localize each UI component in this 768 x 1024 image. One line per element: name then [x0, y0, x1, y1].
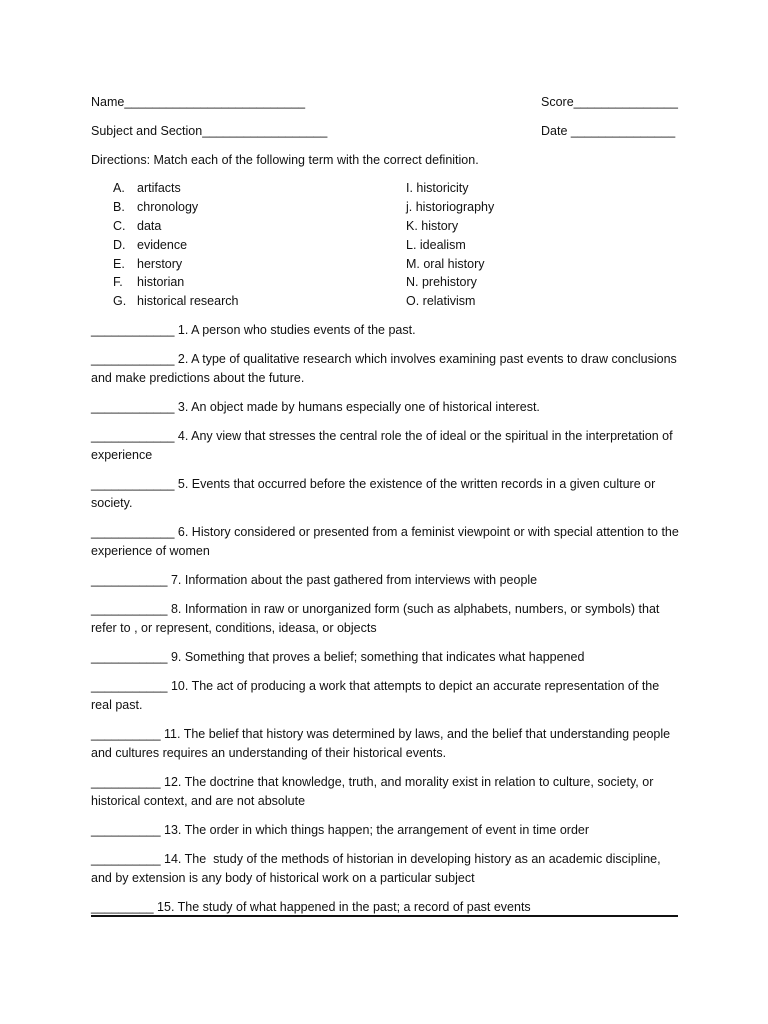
- term-m: M. oral history: [406, 257, 485, 271]
- directions-text: Directions: Match each of the following term with the correct definition.: [91, 153, 479, 167]
- term-n: N. prehistory: [406, 275, 477, 289]
- term-letter: B.: [113, 200, 125, 214]
- term-l: L. idealism: [406, 238, 466, 252]
- item-4: ____________ 4. Any view that stresses the central role the of ideal or the spiritual in the interpretation of experience: [91, 429, 677, 462]
- term-i: I. historicity: [406, 181, 469, 195]
- name-field: Name__________________________: [91, 95, 306, 109]
- date-field: Date _______________: [541, 124, 676, 138]
- term-o: O. relativism: [406, 294, 476, 308]
- item-10: ___________ 10. The act of producing a work that attempts to depict an accurate representation of the real past.: [91, 679, 663, 712]
- term-letter: G.: [113, 294, 127, 308]
- term-d: [113, 236, 187, 255]
- term-j: j. historiography: [406, 200, 495, 214]
- term-g: [113, 292, 238, 311]
- item-14: __________ 14. The study of the methods of historian in developing history as an academic discipline, and by extension is any body of historical work on a particular subject: [91, 852, 665, 885]
- term-c: [113, 217, 161, 236]
- term-text: data: [137, 219, 162, 233]
- term-text: historical research: [137, 294, 239, 308]
- term-text: evidence: [137, 238, 188, 252]
- term-text: historian: [137, 275, 185, 289]
- term-a: [113, 179, 181, 198]
- score-field: Score_______________: [541, 95, 678, 109]
- item-7: ___________ 7. Information about the past gathered from interviews with people: [91, 573, 538, 587]
- term-text: artifacts: [137, 181, 181, 195]
- item-5: ____________ 5. Events that occurred before the existence of the written records in a given culture or society.: [91, 477, 659, 510]
- item-2: ____________ 2. A type of qualitative research which involves examining past events to draw conclusions and make predictions about the future.: [91, 352, 681, 385]
- term-letter: C.: [113, 219, 126, 233]
- term-f: [113, 273, 184, 292]
- term-k: K. history: [406, 219, 459, 233]
- item-15: _________ 15. The study of what happened in the past; a record of past events: [91, 900, 531, 914]
- item-1: ____________ 1. A person who studies events of the past.: [91, 323, 416, 337]
- term-b: [113, 198, 198, 217]
- term-letter: E.: [113, 257, 125, 271]
- term-text: chronology: [137, 200, 199, 214]
- item-3: ____________ 3. An object made by humans especially one of historical interest.: [91, 400, 540, 414]
- item-8: ___________ 8. Information in raw or unorganized form (such as alphabets, numbers, or symbols) that refer to , or represent, conditions, ideasa, or objects: [91, 602, 663, 635]
- term-e: [113, 255, 182, 274]
- item-6: ____________ 6. History considered or presented from a feminist viewpoint or with special attention to the experience of women: [91, 525, 683, 558]
- term-letter: F.: [113, 275, 123, 289]
- term-letter: D.: [113, 238, 126, 252]
- item-11: __________ 11. The belief that history was determined by laws, and the belief that understanding people and cultures requires an understanding of their historical events.: [91, 727, 674, 760]
- term-text: herstory: [137, 257, 183, 271]
- item-13: __________ 13. The order in which things happen; the arrangement of event in time order: [91, 823, 590, 837]
- item-9: ___________ 9. Something that proves a belief; something that indicates what happened: [91, 650, 585, 664]
- term-letter: A.: [113, 181, 125, 195]
- item-12: __________ 12. The doctrine that knowledge, truth, and morality exist in relation to culture, society, or historical context, and are not absolute: [91, 775, 657, 808]
- subject-section-field: Subject and Section__________________: [91, 124, 328, 138]
- bottom-rule: [91, 915, 678, 917]
